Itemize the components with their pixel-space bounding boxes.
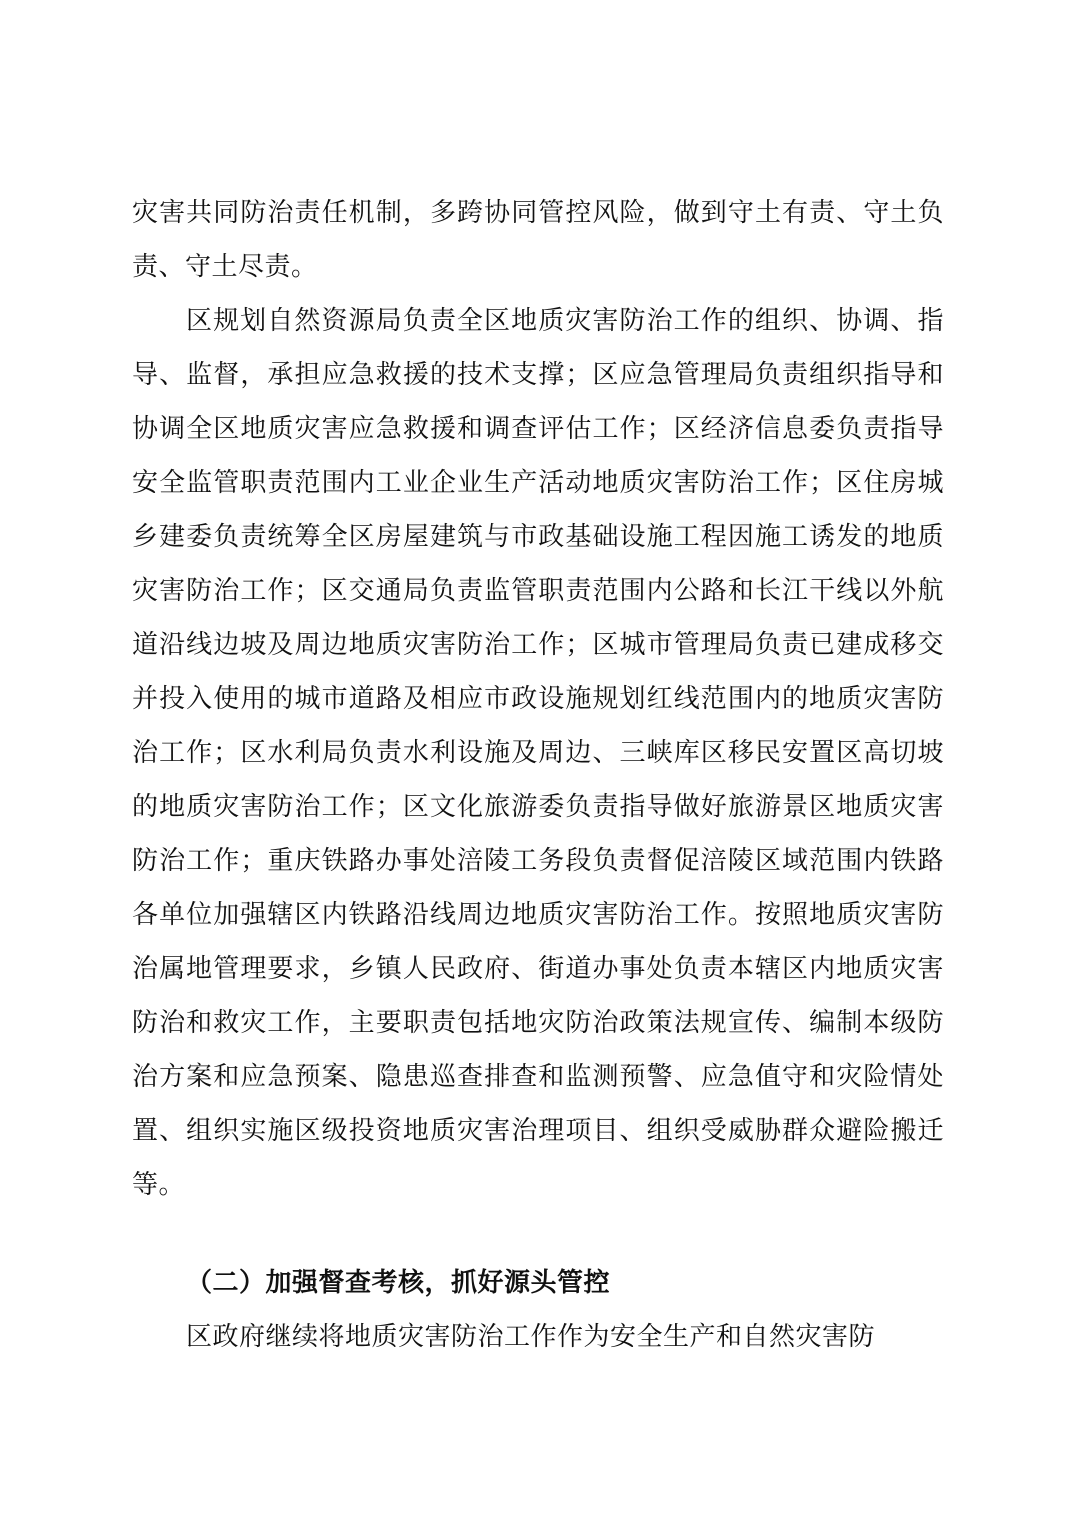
section-heading: （二）加强督查考核，抓好源头管控	[186, 1268, 611, 1298]
paragraph-responsibilities: 区规划自然资源局负责全区地质灾害防治工作的组织、协调、指导、监督，承担应急救援的技术支撑；区应急管理局负责组织指导和协调全区地质灾害应急救援和调查评估工作；区经济信息委负责指导安全监管职责范围内工业企业生产活动地质灾害防治工作；区住房城乡建委负责统筹全区房屋建筑与市政基础设施工程因施工诱发的地质灾害防治工作；区交通局负责监管职责范围内公路和长江干线以外航道沿线边坡及周边地质灾害防治工作；区城市管理局负责已建成移交并投入使用的城市道路及相应市政设施规划红线范围内的地质灾害防治工作；区水利局负责水利设施及周边、三峡库区移民安置区高切坡的地质灾害防治工作；区文化旅游委负责指导做好旅游景区地质灾害防治工作；重庆铁路办事处涪陵工务段负责督促涪陵区域范围内铁路各单位加强辖区内铁路沿线周边地质灾害防治工作。按照地质灾害防治属地管理要求，乡镇人民政府、街道办事处负责本辖区内地质灾害防治和救灾工作，主要职责包括地灾防治政策法规宣传、编制本级防治方案和应急预案、隐患巡查排查和监测预警、应急值守和灾险情处置、组织实施区级投资地质灾害治理项目、组织受威胁群众避险搬迁等。	[132, 306, 944, 1200]
paragraph-continuation: 灾害共同防治责任机制，多跨协同管控风险，做到守土有责、守土负责、守土尽责。	[132, 198, 944, 282]
paragraph-supervision: 区政府继续将地质灾害防治工作作为安全生产和自然灾害防	[186, 1322, 876, 1352]
